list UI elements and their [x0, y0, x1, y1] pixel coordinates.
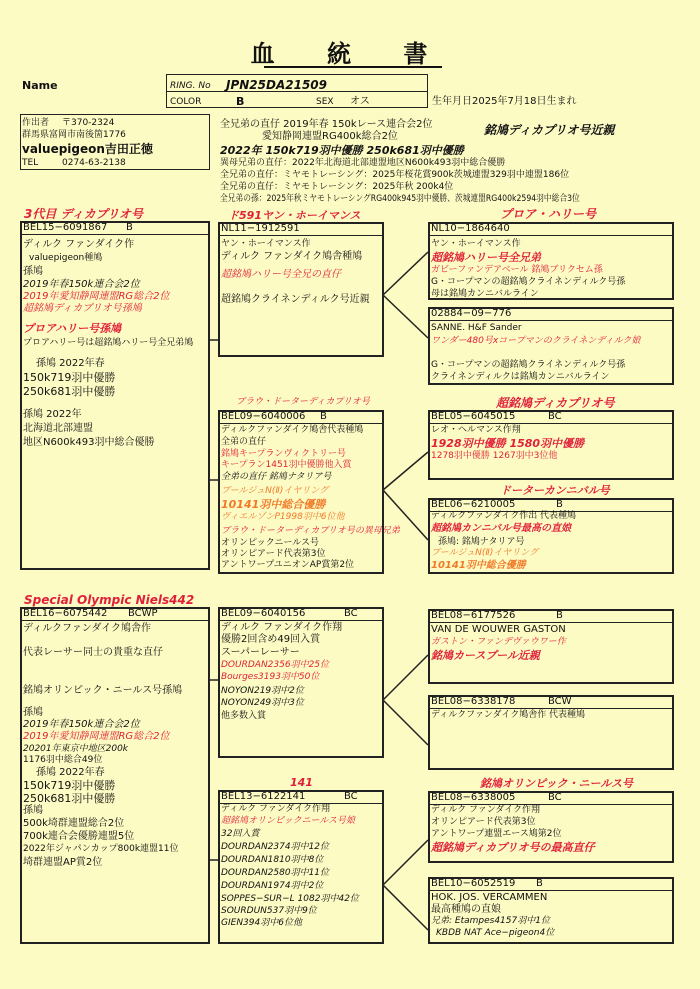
- ss-ring: NL11−1912591: [221, 223, 300, 234]
- ssd-line: G・コープマンの超銘鳩クライネンディルク号孫: [431, 360, 626, 370]
- note-line-6: 全兄弟の直仔：ミヤモトレーシング：2025年秋 200k4位: [220, 182, 454, 192]
- note-line-2: 愛知静岡連盟RG400k総合2位: [262, 131, 398, 142]
- sdd-line: 孫鳩: 銘鳩ナタリア号: [438, 537, 525, 547]
- sd-line: ヴィエルゾンP1998羽中6位他: [221, 512, 345, 522]
- dd-line: ディルク ファンダイク作翔: [221, 804, 331, 814]
- ds-line: ディルク ファンダイク作翔: [221, 622, 343, 633]
- dd-line: DOURDAN1810羽中8位: [221, 855, 324, 865]
- ds-line: Bourges3193羽中50位: [221, 672, 320, 682]
- sire-line: 地区N600k493羽中総合優勝: [23, 437, 155, 448]
- note-highlight: 銘鳩ディカプリオ号近親: [484, 123, 615, 137]
- dam-line: 1176羽中総合49位: [23, 755, 103, 765]
- sdd-ring: BEL06−6210005: [431, 499, 516, 510]
- sds-line: 1928羽中優勝 1580羽中優勝: [431, 437, 585, 450]
- breeder-zip: 〒370-2324: [62, 118, 115, 128]
- dd-line: DOURDAN1974羽中2位: [221, 881, 324, 891]
- note-line-1: 全兄弟の直仔 2019年春 150kレース連合会2位: [220, 119, 433, 130]
- sss-line: ヤン・ホーイマンス作: [431, 239, 521, 249]
- sire-ring: BEL15−6091867: [23, 222, 108, 233]
- sss-ring: NL10−1864640: [431, 223, 510, 234]
- sire-line: 孫鳩 2022年: [23, 409, 82, 420]
- ring-label: RING. No: [170, 81, 211, 91]
- sire-line: 北海道北部連盟: [23, 423, 93, 434]
- sdd-line: 10141羽中総合優勝: [431, 560, 526, 571]
- ddd-line: HOK. JOS. VERCAMMEN: [431, 892, 548, 903]
- dam-color: BCWP: [128, 608, 158, 619]
- sd-line: 10141羽中総合優勝: [221, 498, 326, 511]
- dd-line: DOURDAN2374羽中12位: [221, 842, 330, 852]
- ds-color: BC: [344, 608, 358, 619]
- sss-title: プロア・ハリー号: [500, 207, 597, 221]
- dds-ring: BEL08−6338005: [431, 792, 516, 803]
- dds-color: BC: [548, 792, 562, 803]
- ddd-ring: BEL10−6052519: [431, 878, 516, 889]
- sds-line: 1278羽中優勝 1267羽中3位他: [431, 451, 558, 461]
- page-title: 血 統 書: [250, 40, 450, 68]
- sex-value: オス: [350, 96, 370, 107]
- sdd-color: B: [556, 499, 563, 510]
- breeder-label: 作出者: [22, 118, 50, 128]
- dss-line: 銘鳩カースプール近親: [431, 649, 540, 662]
- ddd-color: B: [536, 878, 543, 889]
- sire-line: 150k719羽中優勝: [23, 371, 116, 384]
- ds-line: 他多数入賞: [221, 711, 267, 721]
- note-line-3: 2022年 150k719羽中優勝 250k681羽中優勝: [220, 144, 464, 157]
- sd-line: 全弟の直仔 銘鳩ナタリア号: [221, 472, 332, 482]
- color-value: B: [236, 95, 245, 108]
- ssd-line: クライネンディルクは銘鳩カンニバルライン: [431, 372, 610, 382]
- sd-line: アントワープユニオンAP賞第2位: [221, 560, 355, 570]
- note-line-7: 全兄弟の孫：2025年秋ミヤモトレーシングRG400k945羽中優勝、茨城連盟RG400k2594羽中総合3位: [220, 194, 580, 204]
- ss-title: ド591ヤン・ホーイマンス: [228, 209, 361, 222]
- sss-line: G・コープマンの超銘鳩クライネンディルク号孫: [431, 277, 626, 287]
- dds-line: ディルク ファンダイク作翔: [431, 805, 541, 815]
- sdd-line: ブールジュN(Ⅱ)イヤリング: [431, 548, 539, 558]
- dam-line: 2019年愛知静岡連盟RG総合2位: [23, 731, 170, 742]
- sire-line: 2019年愛知静岡連盟RG総合2位: [23, 291, 170, 302]
- ddd-line: KBDB NAT Ace−pigeon4位: [436, 928, 555, 938]
- sdd-line: ディルクファンダイク作出 代表種鳩: [431, 511, 577, 521]
- dam-line: 700k連合会優勝連盟5位: [23, 831, 135, 842]
- sire-line: valuepigeon種鳩: [29, 253, 103, 263]
- dam-line: 500k埼群連盟総合2位: [23, 818, 125, 829]
- sire-line: 250k681羽中優勝: [23, 385, 116, 398]
- sds-line: レオ・ヘルマンス作翔: [431, 425, 521, 435]
- dd-title: 141: [290, 776, 313, 789]
- dsd-line: ディルクファンダイク鳩舎作 代表種鳩: [431, 710, 586, 720]
- dd-ring: BEL13−6122141: [221, 791, 306, 802]
- sd-color: B: [320, 411, 327, 422]
- ds-line: NOYON219羽中2位: [221, 686, 304, 696]
- dd-line: GIEN394羽中6位他: [221, 918, 302, 928]
- sire-line: 2019年春150k連合会2位: [23, 279, 140, 290]
- ssd-ring: 02884−09−776: [431, 308, 512, 319]
- sd-line: オリンピックニールス号: [221, 538, 320, 548]
- sire-color: B: [126, 222, 133, 233]
- dd-line: DOURDAN2580羽中11位: [221, 868, 330, 878]
- sd-title: ブラウ・ドーターディカプリオ号: [236, 397, 370, 407]
- dam-line: 150k719羽中優勝: [23, 779, 116, 792]
- sdd-line: 超銘鳩カンニバル号最高の直娘: [431, 523, 571, 534]
- ds-line: スーパーレーサー: [221, 647, 300, 658]
- dam-line: 孫鳩: [23, 805, 43, 816]
- ring-number: JPN25DA21509: [226, 78, 327, 92]
- dds-line: アントワープ連盟エース鳩第2位: [431, 829, 562, 839]
- dd-line: 超銘鳩オリンピックニールス号娘: [221, 816, 356, 826]
- ddd-line: 最高種鳩の直娘: [431, 904, 501, 915]
- ss-line: 超銘鳩ハリー号全兄の直仔: [221, 269, 341, 280]
- tel-label: TEL: [22, 158, 39, 168]
- dam-line: 埼群連盟AP賞2位: [23, 857, 103, 868]
- sd-line: 銘鳩キープランヴィクトリー号: [221, 449, 347, 459]
- breeder-name: valuepigeon吉田正徳: [22, 142, 153, 156]
- dd-line: 32回入賞: [221, 829, 260, 839]
- ds-line: NOYON249羽中3位: [221, 698, 304, 708]
- color-label: COLOR: [170, 97, 202, 107]
- ds-ring: BEL09−6040156: [221, 608, 306, 619]
- ds-line: DOURDAN2356羽中25位: [221, 660, 330, 670]
- dsd-ring: BEL08−6338178: [431, 696, 516, 707]
- sd-line: ブラウ・ドーターディカプリオ号の異母兄弟: [221, 526, 400, 536]
- sss-line: ガビーファンデアベール 銘鳩ブリクセム孫: [431, 265, 603, 275]
- sds-color: BC: [548, 411, 562, 422]
- dam-line: 銘鳩オリンピック・ニールス号孫鳩: [23, 685, 183, 696]
- sire-line: 孫鳩: [23, 266, 43, 277]
- ss-line: ヤン・ホーイマンス作: [221, 239, 311, 249]
- ssd-line: SANNE. H&F Sander: [431, 323, 522, 333]
- sex-label: SEX: [316, 97, 334, 107]
- ssd-line: ワンダー480号xコープマンのクライネンディルク娘: [431, 336, 641, 346]
- ddd-line: 兄弟: Etampes4157羽中1位: [431, 916, 550, 926]
- dd-color: BC: [344, 791, 358, 802]
- sss-line: 超銘鳩ハリー号全兄弟: [431, 251, 541, 264]
- dds-line: オリンピアード代表第3位: [431, 817, 536, 827]
- sire-line: ディルク ファンダイク作: [23, 239, 135, 250]
- sd-line: 全弟の直仔: [221, 437, 267, 447]
- dss-line: ガストン・ファンデヴァウワー作: [431, 637, 566, 647]
- tel-value: 0274-63-2138: [62, 158, 126, 168]
- sd-line: キープラン1451羽中優勝他入賞: [221, 460, 352, 470]
- dam-line: ディルクファンダイク鳩舎作: [23, 623, 151, 634]
- dam-title: Special Olympic Niels442: [24, 593, 195, 607]
- ss-line: 超銘鳩クライネンディルク号近親: [221, 294, 370, 305]
- sd-line: オリンピアード代表第3位: [221, 549, 326, 559]
- sd-line: ブールジュN(Ⅱ)イヤリング: [221, 486, 329, 496]
- dds-title: 銘鳩オリンピック・ニールス号: [480, 777, 634, 790]
- breeder-address: 群馬県富岡市南後箇1776: [22, 130, 126, 140]
- dam-line: 孫鳩 2022年春: [36, 767, 105, 778]
- sds-ring: BEL05−6045015: [431, 411, 516, 422]
- sire-title: 3代目 ディカプリオ号: [24, 207, 143, 221]
- dam-line: 孫鳩: [23, 707, 43, 718]
- dss-ring: BEL08−6177526: [431, 610, 516, 621]
- name-label: Name: [22, 79, 58, 92]
- sds-title: 超銘鳩ディカプリオ号: [496, 396, 615, 410]
- note-line-5: 全兄弟の直仔：ミヤモトレーシング：2025年桜花賞900k茨城連盟329羽中連盟186位: [220, 170, 570, 180]
- note-line-4: 異母兄弟の直仔：2022年北海道北部連盟地区N600k493羽中総合優勝: [220, 158, 506, 168]
- dam-ring: BEL16−6075442: [23, 608, 108, 619]
- sd-line: ディルクファンダイク鳩舎代表種鳩: [221, 425, 364, 435]
- sire-line: プロアハリー号は超銘鳩ハリー号全兄弟鳩: [23, 338, 194, 348]
- sire-line: 超銘鳩ディカプリオ号孫鳩: [23, 303, 142, 314]
- sd-ring: BEL09−6040006: [221, 411, 306, 422]
- dd-line: SOURDUN537羽中9位: [221, 906, 317, 916]
- sire-line: プロアハリー号孫鳩: [23, 322, 122, 335]
- sss-line: 母は銘鳩カンニバルライン: [431, 289, 539, 299]
- dds-line: 超銘鳩ディカプリオ号の最高直仔: [431, 841, 595, 854]
- dss-line: VAN DE WOUWER GASTON: [431, 624, 566, 635]
- sdd-title: ドーターカンニバル号: [500, 484, 610, 497]
- dsd-color: BCW: [548, 696, 572, 707]
- sire-line: 孫鳩 2022年春: [36, 358, 105, 369]
- dam-line: 20201年東京中地区200k: [23, 744, 129, 754]
- dd-line: SOPPES−SUR−L 1082羽中42位: [221, 894, 359, 904]
- dam-line: 代表レーサー同士の貴重な直仔: [23, 647, 163, 658]
- dam-line: 2022年ジャパンカップ800k連盟11位: [23, 844, 179, 854]
- dam-line: 250k681羽中優勝: [23, 792, 116, 805]
- dss-color: B: [556, 610, 563, 621]
- birth-date: 生年月日2025年7月18日生まれ: [432, 96, 577, 107]
- ds-line: 優勝2回含め49回入賞: [221, 634, 321, 645]
- dam-line: 2019年春150k連合会2位: [23, 719, 140, 730]
- ss-line: ディルク ファンダイク鳩舎種鳩: [221, 251, 363, 262]
